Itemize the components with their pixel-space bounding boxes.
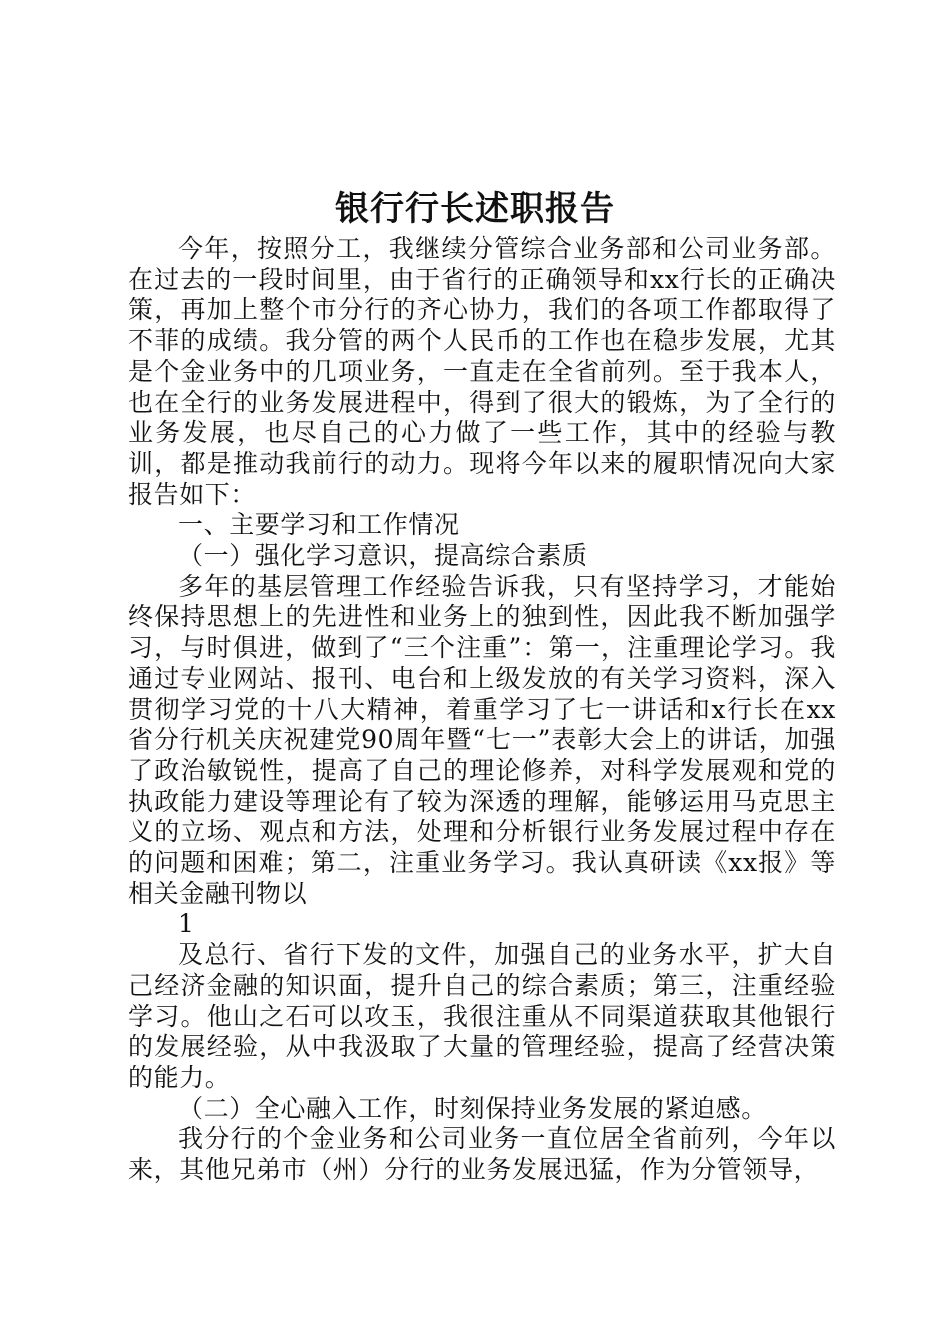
page-number: 1 (178, 909, 194, 939)
subsection-heading-2: （二）全心融入工作，时刻保持业务发展的紧迫感。 (178, 1093, 767, 1123)
document-body (128, 234, 836, 1186)
section-heading: 一、主要学习和工作情况 (178, 510, 460, 540)
intro-paragraph: 今年，按照分工，我继续分管综合业务部和公司业务部。在过去的一段时间里，由于省行的正确领导和xx行长的正确决策，再加上整个市分行的齐心协力，我们的各项工作都取得了不菲的成绩。我分管的两个人民币的工作也在稳步发展，尤其是个金业务中的几项业务，一直走在全省前列。至于我本人，也在全行的业务发展进程中，得到了很大的锻炼，为了全行的业务发展，也尽自己的心力做了一些工作，其中的经验与教训，都是推动我前行的动力。现将今年以来的履职情况向大家报告如下： (128, 234, 836, 509)
subsection-1-paragraph: 多年的基层管理工作经验告诉我，只有坚持学习，才能始终保持思想上的先进性和业务上的独到性，因此我不断加强学习，与时俱进，做到了“三个注重”：第一，注重理论学习。我通过专业网站、报刊、电台和上级发放的有关学习资料，深入贯彻学习党的十八大精神，着重学习了七一讲话和x行长在xx省分行机关庆祝建党90周年暨“七一”表彰大会上的讲话，加强了政治敏锐性，提高了自己的理论修养，对科学发展观和党的执政能力建设等理论有了较为深透的理解，能够运用马克思主义的立场、观点和方法，处理和分析银行业务发展过程中存在的问题和困难；第二，注重业务学习。我认真研读《xx报》等相关金融刊物以 (128, 571, 836, 908)
subsection-1-paragraph-continued: 及总行、省行下发的文件，加强自己的业务水平，扩大自己经济金融的知识面，提升自己的综合素质；第三，注重经验学习。他山之石可以攻玉，我很注重从不同渠道获取其他银行的发展经验，从中我汲取了大量的管理经验，提高了经营决策的能力。 (128, 940, 836, 1092)
subsection-heading-1: （一）强化学习意识，提高综合素质 (178, 541, 588, 571)
document-title: 银行行长述职报告 (335, 189, 615, 229)
subsection-2-paragraph: 我分行的个金业务和公司业务一直位居全省前列，今年以来，其他兄弟市（州）分行的业务发展迅猛，作为分管领导， (128, 1124, 836, 1185)
